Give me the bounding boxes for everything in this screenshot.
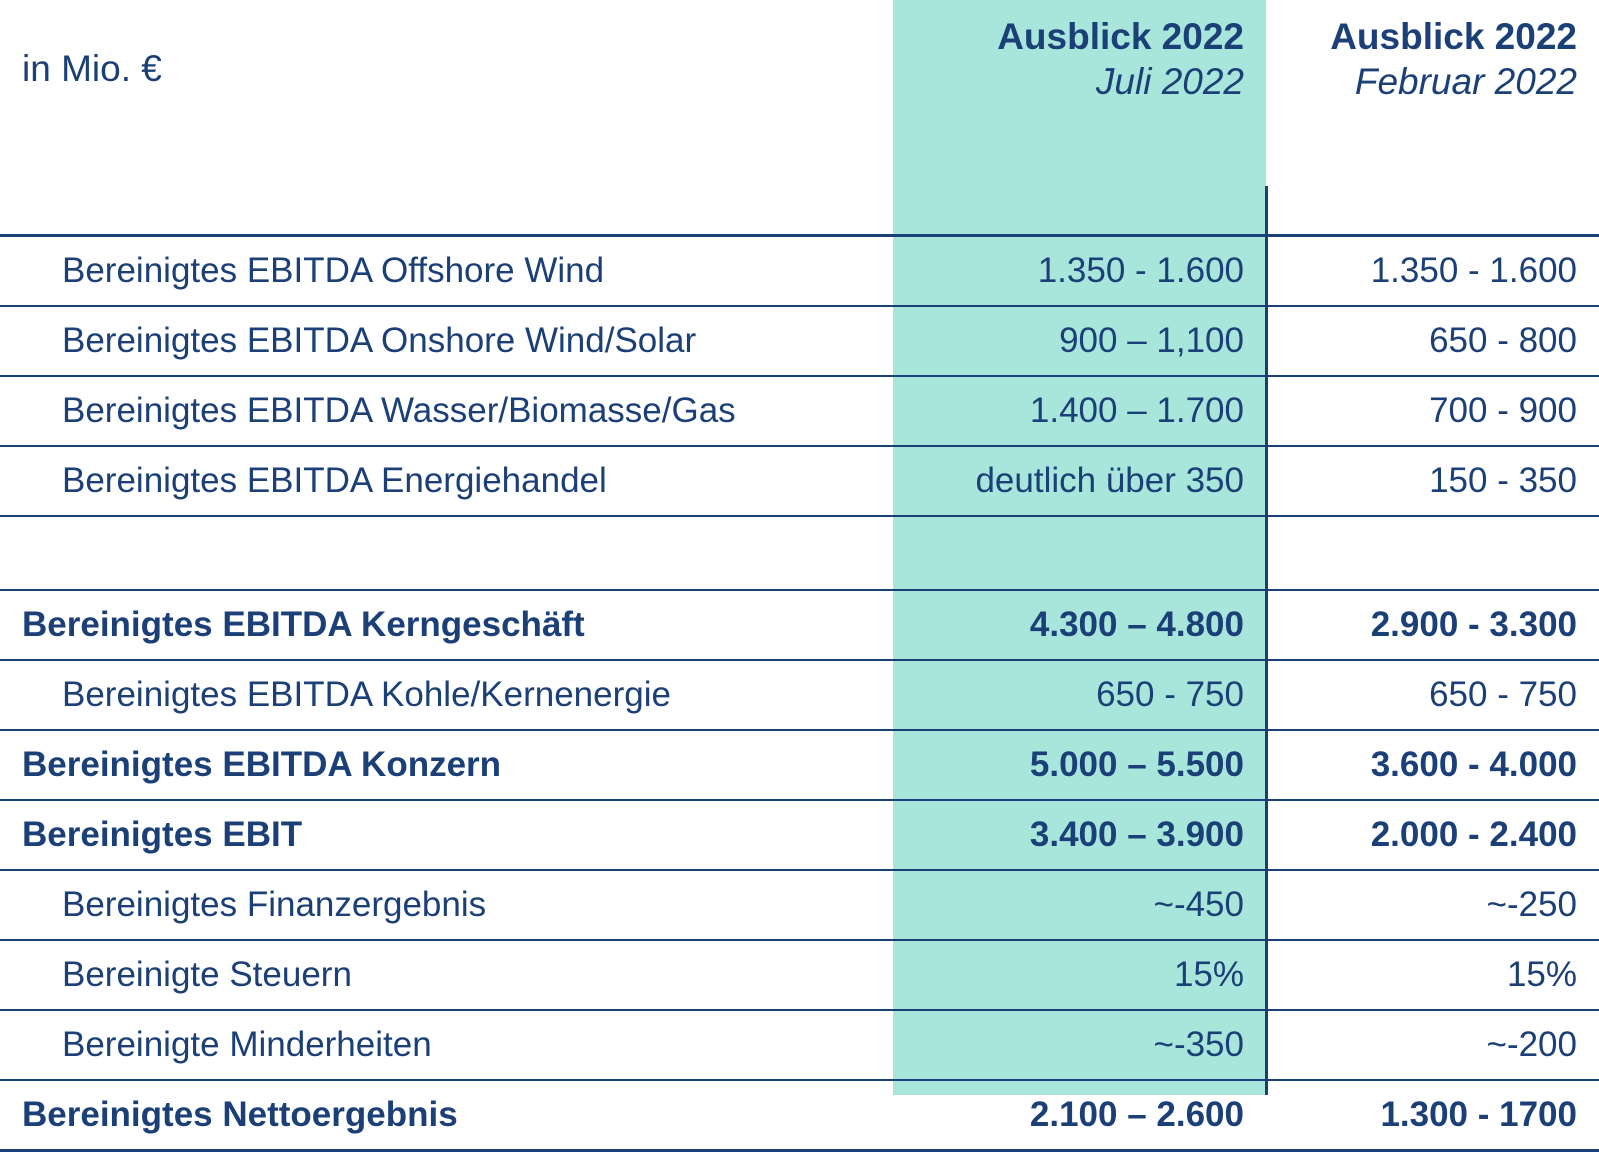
unit-label: in Mio. €	[22, 48, 162, 89]
row-label: Bereinigtes EBITDA Konzern	[0, 730, 893, 800]
row-value-july: 1.400 – 1.700	[893, 376, 1266, 446]
row-value-february: 2.900 - 3.300	[1266, 590, 1599, 660]
table-row	[0, 590, 1599, 660]
row-value-july: 2.100 – 2.600	[893, 1080, 1266, 1151]
table-row	[0, 870, 1599, 940]
row-value-february: 15%	[1266, 940, 1599, 1010]
table-row	[0, 660, 1599, 730]
row-label: Bereinigte Steuern	[0, 940, 893, 1010]
row-label: Bereinigtes EBIT	[0, 800, 893, 870]
row-value-july: 4.300 – 4.800	[893, 590, 1266, 660]
row-label: Bereinigte Minderheiten	[0, 1010, 893, 1080]
row-label: Bereinigtes EBITDA Kerngeschäft	[0, 590, 893, 660]
row-value-february: 150 - 350	[1266, 446, 1599, 516]
row-value-february: 1.350 - 1.600	[1266, 236, 1599, 307]
row-label: Bereinigtes EBITDA Wasser/Biomasse/Gas	[0, 376, 893, 446]
row-value-july: 15%	[893, 940, 1266, 1010]
row-value-july: 5.000 – 5.500	[893, 730, 1266, 800]
row-label	[0, 516, 893, 590]
row-value-july: 1.350 - 1.600	[893, 236, 1266, 307]
column-header-july-title: Ausblick 2022	[997, 16, 1244, 57]
table-row	[0, 446, 1599, 516]
table-row	[0, 800, 1599, 870]
row-value-february: 1.300 - 1700	[1266, 1080, 1599, 1151]
column-header-february	[1266, 0, 1599, 236]
row-value-february: 650 - 800	[1266, 306, 1599, 376]
row-value-february: 700 - 900	[1266, 376, 1599, 446]
column-header-february-subtitle: Februar 2022	[1354, 61, 1577, 103]
row-value-july: ~-350	[893, 1010, 1266, 1080]
row-value-july: 650 - 750	[893, 660, 1266, 730]
february-column-divider	[1265, 186, 1268, 1095]
table-spacer-row	[0, 516, 1599, 590]
row-value-july	[893, 516, 1266, 590]
column-header-july-subtitle: Juli 2022	[1095, 61, 1244, 103]
row-value-february: 650 - 750	[1266, 660, 1599, 730]
row-label: Bereinigtes EBITDA Onshore Wind/Solar	[0, 306, 893, 376]
table-row	[0, 236, 1599, 307]
table-row	[0, 1080, 1599, 1151]
table-row	[0, 306, 1599, 376]
row-label: Bereinigtes EBITDA Kohle/Kernenergie	[0, 660, 893, 730]
table-header-row	[0, 0, 1599, 236]
row-value-july: deutlich über 350	[893, 446, 1266, 516]
row-label: Bereinigtes EBITDA Energiehandel	[0, 446, 893, 516]
row-label: Bereinigtes EBITDA Offshore Wind	[0, 236, 893, 307]
table-row	[0, 376, 1599, 446]
row-value-february: 3.600 - 4.000	[1266, 730, 1599, 800]
row-label: Bereinigtes Nettoergebnis	[0, 1080, 893, 1151]
row-value-july: 900 – 1,100	[893, 306, 1266, 376]
column-header-february-title: Ausblick 2022	[1330, 16, 1577, 57]
row-value-february	[1266, 516, 1599, 590]
table-row	[0, 1010, 1599, 1080]
table-row	[0, 730, 1599, 800]
column-header-july	[893, 0, 1266, 236]
row-value-february: 2.000 - 2.400	[1266, 800, 1599, 870]
table-row	[0, 940, 1599, 1010]
row-value-february: ~-200	[1266, 1010, 1599, 1080]
row-value-february: ~-250	[1266, 870, 1599, 940]
row-value-july: ~-450	[893, 870, 1266, 940]
row-label: Bereinigtes Finanzergebnis	[0, 870, 893, 940]
row-value-july: 3.400 – 3.900	[893, 800, 1266, 870]
